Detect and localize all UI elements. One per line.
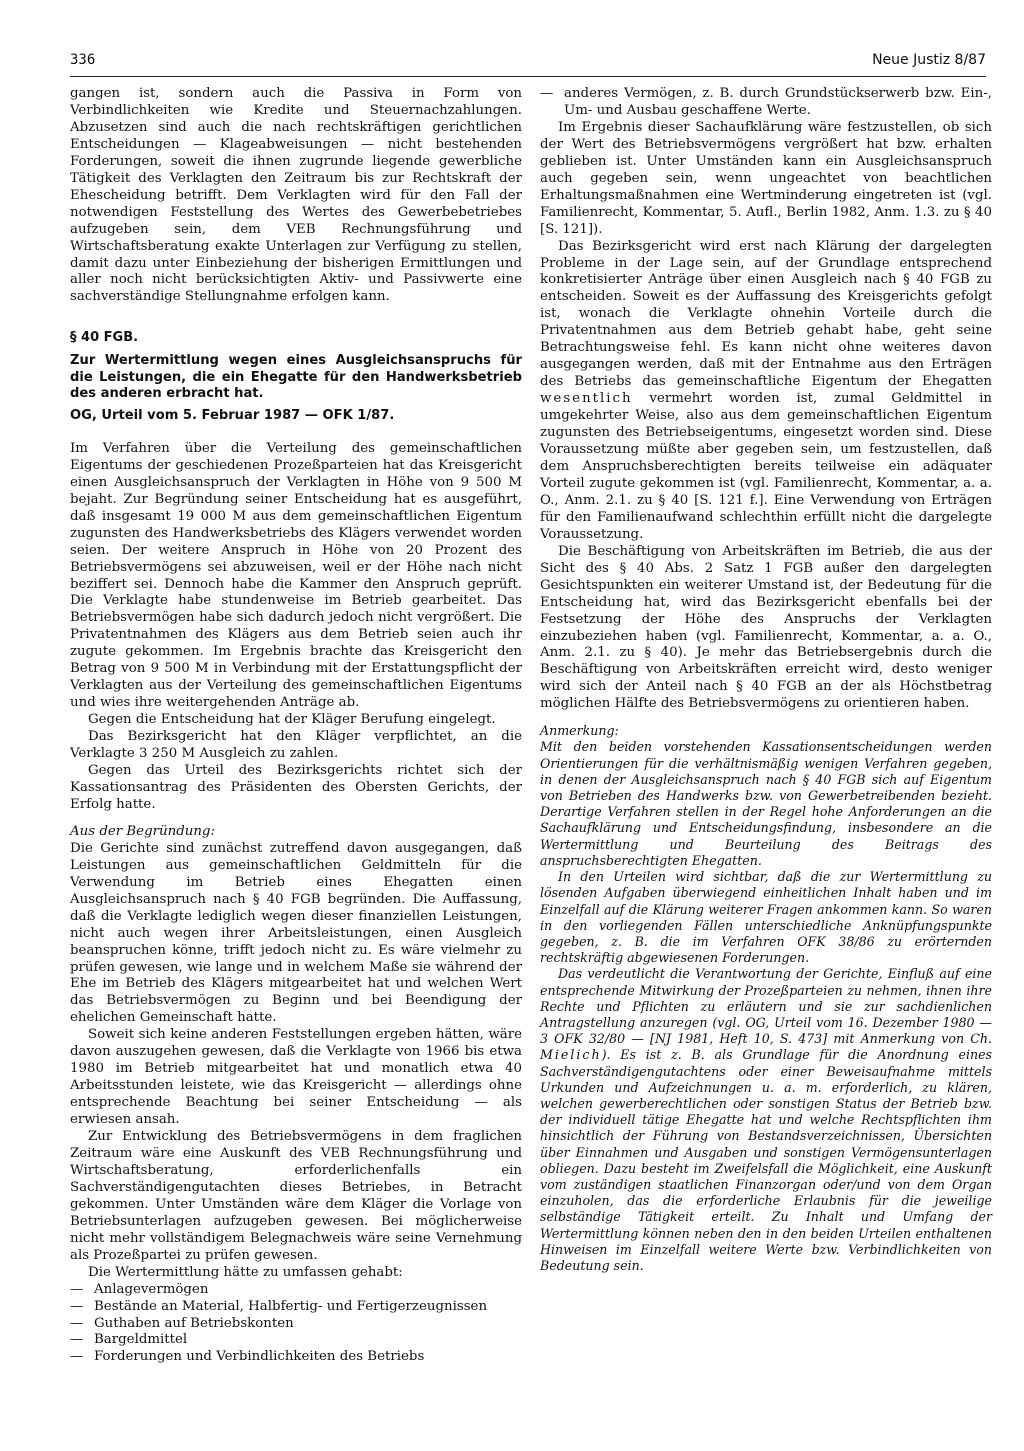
reasons-label: Aus der Begründung: xyxy=(70,823,215,839)
list-item: — anderes Vermögen, z. B. durch Grundstückserwerb bzw. Ein-, Um- und Ausbau geschaffene Werte. xyxy=(540,86,992,120)
list-item: — Bestände an Material, Halbfertig- und Fertigerzeugnissen xyxy=(70,1299,522,1316)
paragraph-reasons-4: Die Wertermittlung hätte zu umfassen gehabt: xyxy=(88,1264,403,1280)
paragraph-reasons-2: Soweit sich keine anderen Feststellungen ergeben hätten, wäre davon auszugehen gewesen, daß die Verklagte von 1966 bis etwa 1980 im Betrieb mitgearbeitet hat und monatlich etwa 40 Arbeitsstunden leistete, wie das Kreisgericht — allerdings ohne entsprechende Beachtung bei seiner Entscheidung — als erwiesen ansah. xyxy=(70,1027,522,1128)
paragraph-bezirksgericht: Das Bezirksgericht hat den Kläger verpflichtet, an die Verklagte 3 250 M Ausgleich zu zahlen. xyxy=(70,729,522,762)
note-paragraph-1: Mit den beiden vorstehenden Kassationsentscheidungen werden Orientierungen für die verhältnismäßig wenigen Verfahren gegeben, in denen der Ausgleichsanspruch nach § 40 FGB sich auf Eigentum von Betrieben des Handwerks bzw. von Gewerbetreibenden bezieht. Derartige Verfahren stellen in der Regel hohe Anforderungen an die Sachaufklärung und Entscheidungsfindung, insbesondere an die Wertermittlung und Beurteilung des Beitrags des anspruchsberechtigten Ehegatten. xyxy=(540,739,992,868)
emphasized-word: wesentlich xyxy=(540,391,633,407)
text-run: ). Es ist z. B. als Grundlage für die Anordnung eines Sachverständigengutachtens oder einer Beweisaufnahme mittels Urkunden und Aufzeichnungen u. a. m. erforderlich, zu klären, welchen gewerberechtlichen oder sonstigen Status der Betrieb bzw. der individuell tätige Ehegatte hat und welche Rechtspflichten ihm hinsichtlich der Führung von Bestandsverzeichnissen, Übersichten über Einnahmen und Ausgaben und sonstigen Vermögensunterlagen obliegen. Dazu besteht im Zweifelsfall die Möglichkeit, eine Auskunft vom zuständigen staatlichen Finanzorgan oder/und von dem Organ einzuholen, das die erforderliche Erlaubnis für die jeweilige selbständige Tätigkeit erteilt. Zu Inhalt und Umfang der Wertermittlung können neben den in den beiden Urteilen enthaltenen Hinweisen im Einzelfall weitere Werte bzw. Verbindlichkeiten von Bedeutung sein. xyxy=(540,1047,992,1273)
list-item: — Forderungen und Verbindlichkeiten des Betriebs xyxy=(70,1349,522,1366)
paragraph-kassation: Gegen das Urteil des Bezirksgerichts richtet sich der Kassationsantrag des Präsidenten des Obersten Gerichts, der Erfolg hatte. xyxy=(70,763,522,812)
section-heading: § 40 FGB. xyxy=(70,330,139,346)
right-column xyxy=(540,86,992,1274)
valuation-list-continued xyxy=(540,86,992,120)
text-run: Das verdeutlicht die Verantwortung der Gerichte, Einfluß auf eine entsprechende Mitwirkung der Prozeßparteien zu nehmen, ihnen ihre Rechte und Pflichten zu erläutern und sie zur sachdienlichen Antragstellung anzuregen (vgl. OG, Urteil vom 16. Dezember 1980 — 3 OFK 32/80 — [NJ 1981, Heft 10, S. 473] mit Anmerkung von Ch. xyxy=(540,966,992,1047)
paragraph-intro: gangen ist, sondern auch die Passiva in Form von Verbindlichkeiten wie Kredite und Steuernachzahlungen. Abzusetzen sind auch die nach rechtskräftigen gerichtlichen Entscheidungen — Klageabweisungen — nicht bestehenden Forderungen, soweit die ihnen zugrunde liegende gewerbliche Tätigkeit des Verklagten den Zeitraum bis zur Rechtskraft der Ehescheidung betrifft. Dem Verklagten wird für den Fall der notwendigen Feststellung des Wertes des Gewerbebetriebes aufzugeben sein, dem VEB Rechnungsführung und Wirtschaftsberatung exakte Unterlagen zur Verfügung zu stellen, damit dazu unter Einbeziehung der bisherigen Ermittlungen und aller noch nicht berücksichtigten Aktiv- und Passivwerte eine sachverständige Stellungnahme erfolgen kann. xyxy=(70,86,522,305)
valuation-list xyxy=(70,1282,522,1367)
page-number: 336 xyxy=(70,52,96,68)
paragraph-result: Im Ergebnis dieser Sachaufklärung wäre festzustellen, ob sich der Wert des Betriebsvermögens vergrößert hat bzw. erhalten geblieben ist. Unter Umständen kann ein Ausgleichsanspruch auch gegeben sein, wenn ungeachtet von beachtlichen Erhaltungsmaßnahmen eine Wertminderung eingetreten ist (vgl. Familienrecht, Kommentar, 5. Aufl., Berlin 1982, Anm. 1.3. zu § 40 [S. 121]). xyxy=(540,119,992,237)
list-item: — Anlagevermögen xyxy=(70,1282,522,1299)
paragraph-appeal: Gegen die Entscheidung hat der Kläger Berufung eingelegt. xyxy=(88,712,496,728)
paragraph-bezirksgericht-task xyxy=(540,239,992,544)
text-run: Das Bezirksgericht wird erst nach Klärung der dargelegten Probleme in der Lage sein, auf der Grundlage entsprechend konkretisierter Anträge über einen Ausgleich nach § 40 FGB zu entscheiden. Soweit es der Auffassung des Kreisgerichts gefolgt ist, wonach die Verklagte ohnehin Vorteile durch die Privatentnahmen aus dem Betrieb gehabt habe, geht seine Betrachtungsweise fehl. Es kann nicht ohne weiteres davon ausgegangen werden, daß mit der Entnahme aus den Erträgen des Betriebs das gemeinschaftliche Eigentum der Ehegatten xyxy=(540,238,992,390)
paragraph-employees: Die Beschäftigung von Arbeitskräften im Betrieb, die aus der Sicht des § 40 Abs. 2 Satz 1 FGB außer den dargelegten Gesichtspunkten ein weiterer Umstand ist, der Bedeutung für die Entscheidung hat, wird das Bezirksgericht ebenfalls bei der Festsetzung der Höhe des Anspruchs der Verklagten einzubeziehen haben (vgl. Familienrecht, Kommentar, a. a. O., Anm. 2.1. zu § 40). Je mehr das Betriebsergebnis durch die Beschäftigung von Arbeitskräften erreicht wird, desto weniger wird sich der Anteil nach § 40 FGB an der als Höchstbetrag möglichen Hälfte des Betriebsvermögens zu orientieren haben. xyxy=(540,543,992,712)
emphasized-name: Mielich xyxy=(540,1047,602,1063)
list-item: — Bargeldmittel xyxy=(70,1332,522,1349)
note-label: Anmerkung: xyxy=(540,723,619,739)
left-column xyxy=(70,86,522,1366)
note-paragraph-2: In den Urteilen wird sichtbar, daß die zur Wertermittlung zu lösenden Aufgaben überwiegend einheitlichen Inhalt haben und im Einzelfall auf die Klärung weiterer Fragen ankommen kann. So waren in den vorliegenden Fällen unterschiedliche Anknüpfungspunkte gegeben, z. B. die im Verfahren OFK 38/86 zu erörternden rechtskräftig abgewiesenen Forderungen. xyxy=(540,869,992,966)
paragraph-facts: Im Verfahren über die Verteilung des gemeinschaftlichen Eigentums der geschiedenen Prozeßparteien hat das Kreisgericht einen Ausgleichsanspruch der Verklagten in Höhe von 9 500 M bejaht. Zur Begründung seiner Entscheidung hat es ausgeführt, daß insgesamt 19 000 M aus dem gemeinschaftlichen Eigentum zugunsten des Handwerksbetriebs des Klägers verwendet worden seien. Der weitere Anspruch in Höhe von 20 Prozent des Betriebsvermögens sei abzuweisen, weil er der Höhe nach nicht beziffert sei. Dennoch habe die Kammer den Anspruch geprüft. Die Verklagte habe stundenweise im Betrieb gearbeitet. Das Betriebsvermögen habe sich dadurch jedoch nicht vergrößert. Die Privatentnahmen des Klägers aus dem Betrieb seien auch ihr zugute gekommen. Im Ergebnis brachte das Kreisgericht den Betrag von 9 500 M in Verbindung mit der Erstattungspflicht der Verklagten aus der Verteilung des gemeinschaftlichen Eigentums und wies ihre weitergehenden Anträge ab. xyxy=(70,440,522,711)
note-paragraph-3 xyxy=(540,966,992,1274)
page-header xyxy=(70,52,986,77)
citation: OG, Urteil vom 5. Februar 1987 — OFK 1/87. xyxy=(70,407,395,423)
text-run: vermehrt worden ist, zumal Geldmittel in umgekehrter Weise, also aus dem gemeinschaftlichen Eigentum zugunsten des Betriebseigentums, eingesetzt worden sind. Diese Voraussetzung müßte aber gegeben sein, um festzustellen, daß dem Anspruchsberechtigten bereits teilweise ein adäquater Vorteil zugute gekommen ist (vgl. Familienrecht, Kommentar, a. a. O., Anm. 2.1. zu § 40 [S. 121 f.]. Eine Verwendung von Erträgen für den Familienaufwand schlechthin erfüllt nicht die dargelegte Voraussetzung. xyxy=(540,391,992,542)
journal-issue: Neue Justiz 8/87 xyxy=(872,52,986,68)
paragraph-reasons-1: Die Gerichte sind zunächst zutreffend davon ausgegangen, daß Leistungen aus gemeinschaftlichen Geldmitteln für die Verwendung im Betrieb eines Ehegatten einen Ausgleichsanspruch nach § 40 FGB begründen. Die Auffassung, daß die Verklagte lediglich wegen dieser finanziellen Leistungen, nicht auch wegen ihrer Arbeitsleistungen, einen Ausgleich beanspruchen könne, trifft jedoch nicht zu. Es wäre vielmehr zu prüfen gewesen, wie lange und in welchem Maße sie während der Ehe im Betrieb des Klägers mitgearbeitet hat und welchen Wert das Betriebsvermögen zu Beginn und bei Beendigung der ehelichen Gemeinschaft hatte. xyxy=(70,840,522,1026)
headnote: Zur Wertermittlung wegen eines Ausgleichsanspruchs für die Leistungen, die ein Ehegatte für den Handwerksbetrieb des anderen erbracht hat. xyxy=(70,353,522,401)
list-item: — Guthaben auf Betriebskonten xyxy=(70,1316,522,1333)
paragraph-reasons-3: Zur Entwicklung des Betriebsvermögens in dem fraglichen Zeitraum wäre eine Auskunft des VEB Rechnungsführung und Wirtschaftsberatung, erforderlichenfalls ein Sachverständigengutachten dieses Betriebes, in Betracht gekommen. Unter Umständen wäre dem Kläger die Vorlage von Betriebsunterlagen aufzugeben gewesen. Bei möglicherweise nicht mehr vollständigem Belegnachweis wäre seine Vernehmung als Prozeßpartei zu prüfen gewesen. xyxy=(70,1129,522,1263)
